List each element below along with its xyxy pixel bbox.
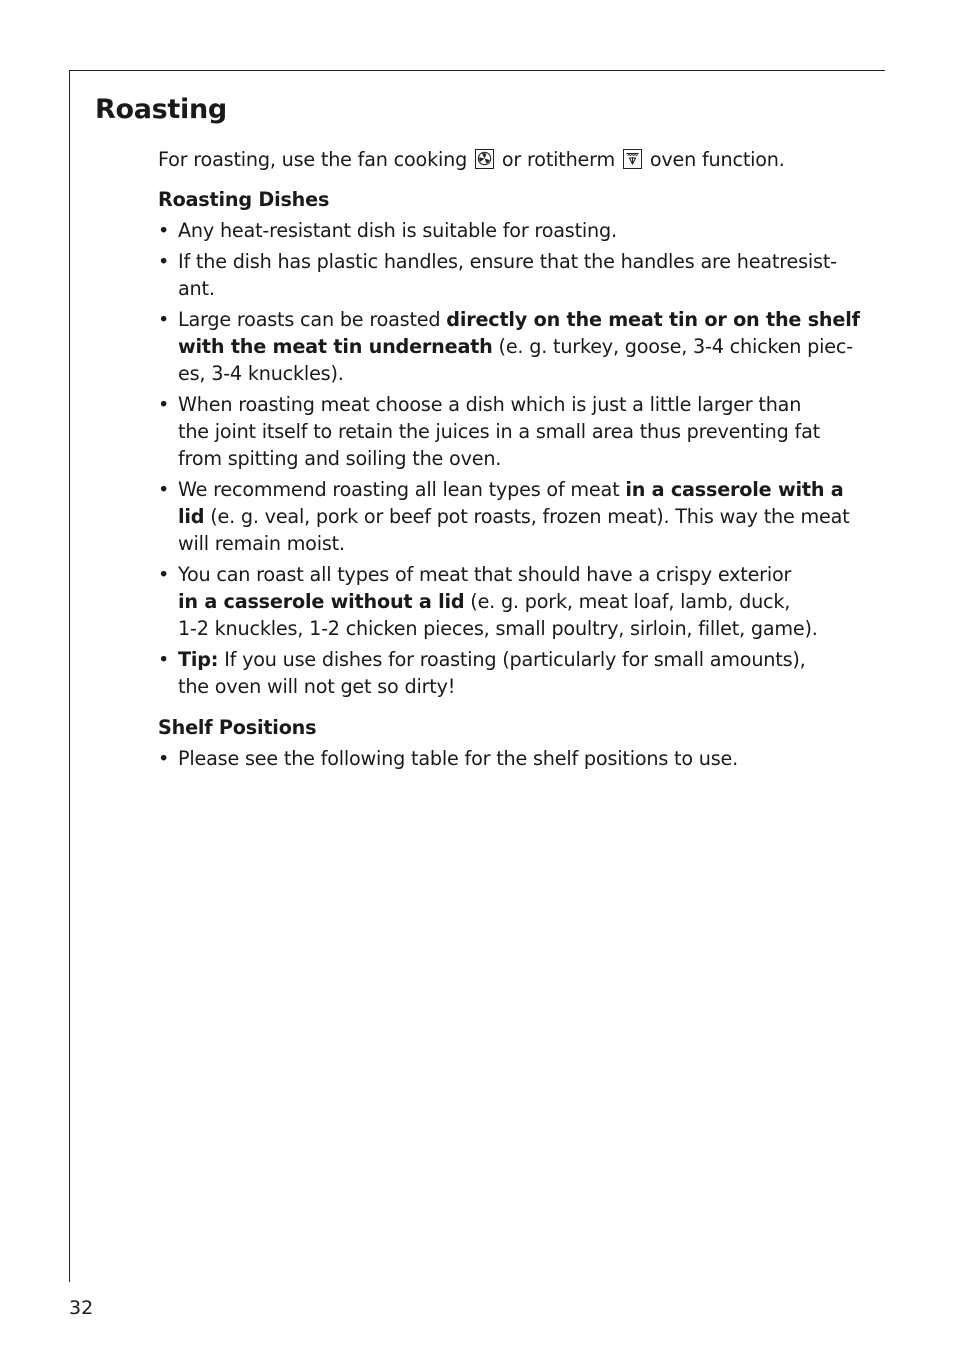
bullet: • [158, 308, 170, 331]
item-text: Please see the following table for the shelf positions to use. [178, 747, 739, 770]
bullet: • [158, 747, 170, 770]
bullet: • [158, 478, 170, 501]
item-emphasis: directly on the meat tin or on the shelf [446, 308, 860, 331]
shelf-positions-heading: Shelf Positions [158, 716, 317, 739]
bullet: • [158, 393, 170, 416]
item-text: You can roast all types of meat that should have a crispy exterior [178, 563, 792, 586]
item-text: (e. g. pork, meat loaf, lamb, duck, [470, 590, 791, 613]
fan-cooking-icon [475, 149, 494, 169]
bullet: • [158, 563, 170, 586]
left-rule [69, 70, 70, 1282]
page-title: Roasting [95, 94, 227, 125]
item-text: (e. g. turkey, goose, 3-4 chicken piec- [498, 335, 853, 358]
intro-paragraph [158, 146, 870, 173]
item-emphasis: in a casserole without a lid [178, 590, 465, 613]
list-item [158, 217, 870, 244]
item-text: from spitting and soiling the oven. [178, 447, 502, 470]
item-text: ant. [178, 277, 215, 300]
bullet: • [158, 648, 170, 671]
shelf-positions-list [158, 745, 870, 772]
top-rule [69, 70, 885, 71]
roasting-dishes-heading: Roasting Dishes [158, 188, 330, 211]
roasting-dishes-list [158, 217, 870, 700]
item-text: We recommend roasting all lean types of meat [178, 478, 620, 501]
list-item [158, 476, 870, 557]
item-text: When roasting meat choose a dish which is just a little larger than [178, 393, 802, 416]
item-text: (e. g. veal, pork or beef pot roasts, frozen meat). This way the meat [210, 505, 850, 528]
bullet: • [158, 219, 170, 242]
list-item [158, 646, 870, 700]
item-text: 1-2 knuckles, 1-2 chicken pieces, small poultry, sirloin, fillet, game). [178, 617, 818, 640]
main-content [158, 146, 870, 776]
item-text: the oven will not get so dirty! [178, 675, 456, 698]
intro-text-2: or rotitherm [501, 148, 616, 171]
item-emphasis: with the meat tin underneath [178, 335, 493, 358]
intro-text-1: For roasting, use the fan cooking [158, 148, 468, 171]
list-item [158, 248, 870, 302]
page-number: 32 [69, 1297, 94, 1319]
item-emphasis: lid [178, 505, 205, 528]
item-text: the joint itself to retain the juices in a small area thus preventing fat [178, 420, 820, 443]
rotitherm-icon [623, 149, 642, 169]
list-item [158, 306, 870, 387]
list-item [158, 745, 870, 772]
item-emphasis: in a casserole with a [625, 478, 844, 501]
item-text: Large roasts can be roasted [178, 308, 441, 331]
item-text: If you use dishes for roasting (particularly for small amounts), [224, 648, 806, 671]
list-item [158, 561, 870, 642]
item-text: will remain moist. [178, 532, 345, 555]
intro-text-3: oven function. [649, 148, 785, 171]
list-item [158, 391, 870, 472]
item-text: Any heat-resistant dish is suitable for roasting. [178, 219, 617, 242]
tip-label: Tip: [178, 648, 219, 671]
item-text: es, 3-4 knuckles). [178, 362, 344, 385]
item-text: If the dish has plastic handles, ensure that the handles are heatresist- [178, 250, 837, 273]
bullet: • [158, 250, 170, 273]
